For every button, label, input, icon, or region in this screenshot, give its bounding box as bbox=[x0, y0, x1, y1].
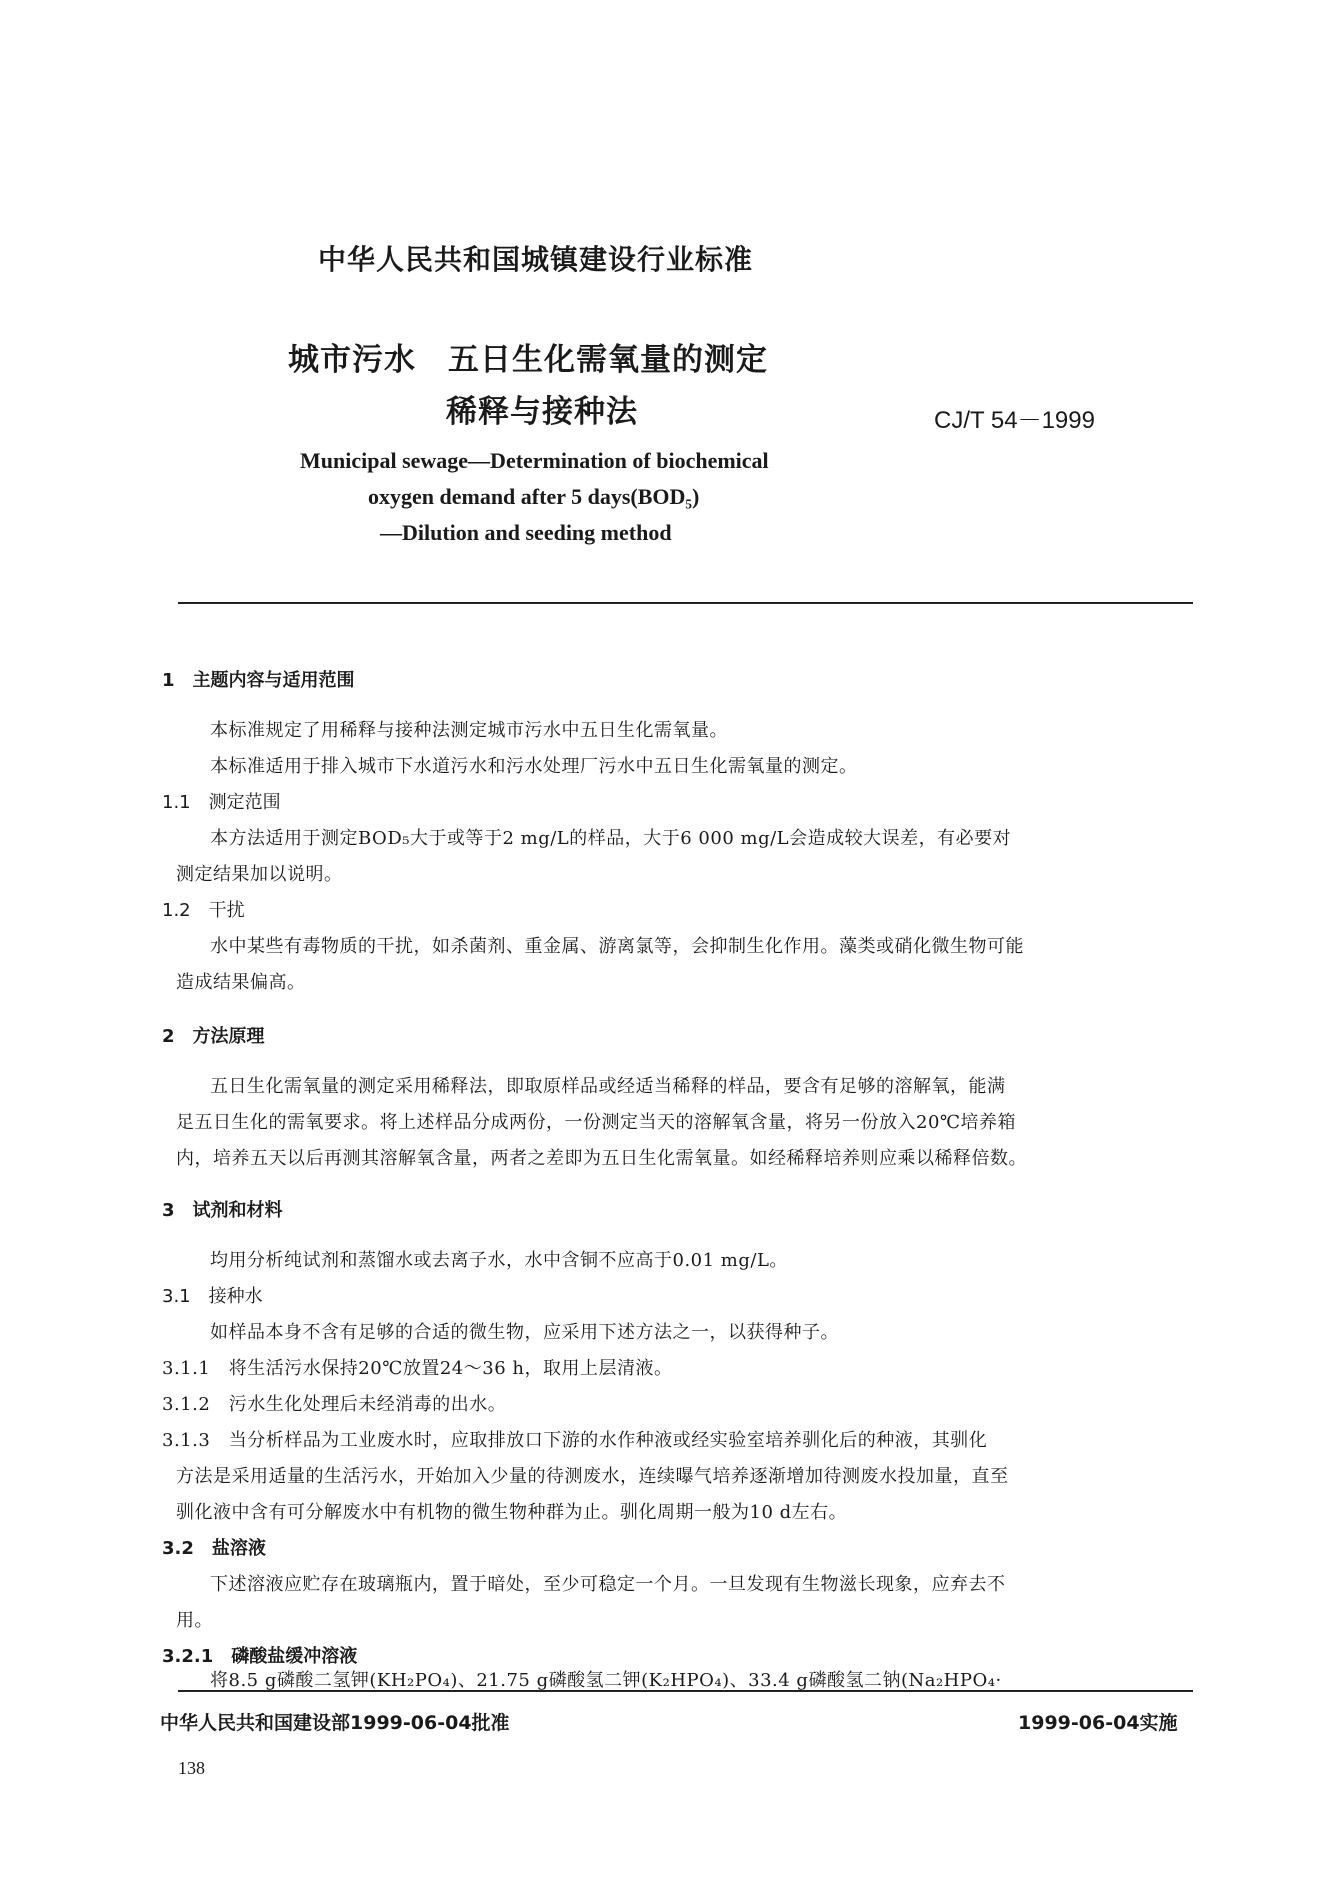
section-2-line-3: 内，培养五天以后再测其溶解氧含量，两者之差即为五日生化需氧量。如经稀释培养则应乘以稀释倍数。 bbox=[176, 1148, 1027, 1169]
section-1-heading: 1 主题内容与适用范围 bbox=[162, 670, 355, 691]
section-2-line-1: 五日生化需氧量的测定采用稀释法，即取原样品或经适当稀释的样品，要含有足够的溶解氧，能满 bbox=[210, 1076, 1006, 1097]
section-3-1-3-line-1: 3.1.3 当分析样品为工业废水时，应取排放口下游的水作种液或经实验室培养驯化后的种液，其驯化 bbox=[162, 1430, 988, 1451]
section-1-1-heading: 1.1 测定范围 bbox=[162, 792, 281, 813]
section-1-1-line-2: 测定结果加以说明。 bbox=[176, 864, 343, 885]
implementation-date: 1999-06-04实施 bbox=[1018, 1712, 1178, 1734]
section-3-1-heading: 3.1 接种水 bbox=[162, 1286, 263, 1307]
section-2-heading: 2 方法原理 bbox=[162, 1026, 265, 1047]
footer-divider bbox=[178, 1690, 1193, 1692]
section-3-1-1: 3.1.1 将生活污水保持20℃放置24～36 h，取用上层清液。 bbox=[162, 1358, 673, 1379]
section-2-line-2: 足五日生化的需氧要求。将上述样品分成两份，一份测定当天的溶解氧含量，将另一份放入20℃培养箱 bbox=[176, 1112, 1017, 1133]
section-1-2-heading: 1.2 干扰 bbox=[162, 900, 245, 921]
section-1-paragraph-2: 本标准适用于排入城市下水道污水和污水处理厂污水中五日生化需氧量的测定。 bbox=[210, 756, 858, 777]
english-title-line-3: —Dilution and seeding method bbox=[380, 520, 672, 545]
approval-date: 中华人民共和国建设部1999-06-04批准 bbox=[160, 1712, 510, 1734]
section-3-2-heading: 3.2 盐溶液 bbox=[162, 1538, 266, 1559]
title-line-1: 城市污水 五日生化需氧量的测定 bbox=[288, 342, 768, 378]
section-3-2-1-heading: 3.2.1 磷酸盐缓冲溶液 bbox=[162, 1646, 358, 1667]
industry-standard-heading: 中华人民共和国城镇建设行业标准 bbox=[318, 243, 754, 276]
section-3-heading: 3 试剂和材料 bbox=[162, 1200, 283, 1221]
standard-number: CJ/T 54－1999 bbox=[934, 407, 1095, 434]
section-3-2-line-2: 用。 bbox=[176, 1610, 213, 1631]
section-1-2-line-1: 水中某些有毒物质的干扰，如杀菌剂、重金属、游离氯等，会抑制生化作用。藻类或硝化微生物可能 bbox=[210, 936, 1024, 957]
header-divider bbox=[178, 602, 1193, 604]
section-3-paragraph: 均用分析纯试剂和蒸馏水或去离子水，水中含铜不应高于0.01 mg/L。 bbox=[210, 1250, 788, 1271]
section-3-1-paragraph: 如样品本身不含有足够的合适的微生物，应采用下述方法之一，以获得种子。 bbox=[210, 1322, 839, 1343]
section-3-1-3-line-2: 方法是采用适量的生活污水，开始加入少量的待测废水，连续曝气培养逐渐增加待测废水投加量，直至 bbox=[176, 1466, 1009, 1487]
title-line-2: 稀释与接种法 bbox=[446, 394, 638, 430]
section-3-1-3-line-3: 驯化液中含有可分解废水中有机物的微生物种群为止。驯化周期一般为10 d左右。 bbox=[176, 1502, 848, 1523]
english-title-line-2: oxygen demand after 5 days(BOD₅) bbox=[368, 484, 700, 509]
section-3-1-2: 3.1.2 污水生化处理后未经消毒的出水。 bbox=[162, 1394, 507, 1415]
section-3-2-line-1: 下述溶液应贮存在玻璃瓶内，置于暗处，至少可稳定一个月。一旦发现有生物滋长现象，应弃去不 bbox=[210, 1574, 1006, 1595]
section-1-1-line-1: 本方法适用于测定BOD₅大于或等于2 mg/L的样品，大于6 000 mg/L会造成较大误差，有必要对 bbox=[210, 828, 1012, 849]
section-1-2-line-2: 造成结果偏高。 bbox=[176, 972, 306, 993]
english-title-line-1: Municipal sewage—Determination of biochemical bbox=[300, 448, 769, 473]
page-number: 138 bbox=[178, 1758, 205, 1778]
section-3-2-1-paragraph: 将8.5 g磷酸二氢钾(KH₂PO₄)、21.75 g磷酸氢二钾(K₂HPO₄)、33.4 g磷酸氢二钠(Na₂HPO₄· bbox=[210, 1670, 1002, 1691]
section-1-paragraph-1: 本标准规定了用稀释与接种法测定城市污水中五日生化需氧量。 bbox=[210, 720, 728, 741]
